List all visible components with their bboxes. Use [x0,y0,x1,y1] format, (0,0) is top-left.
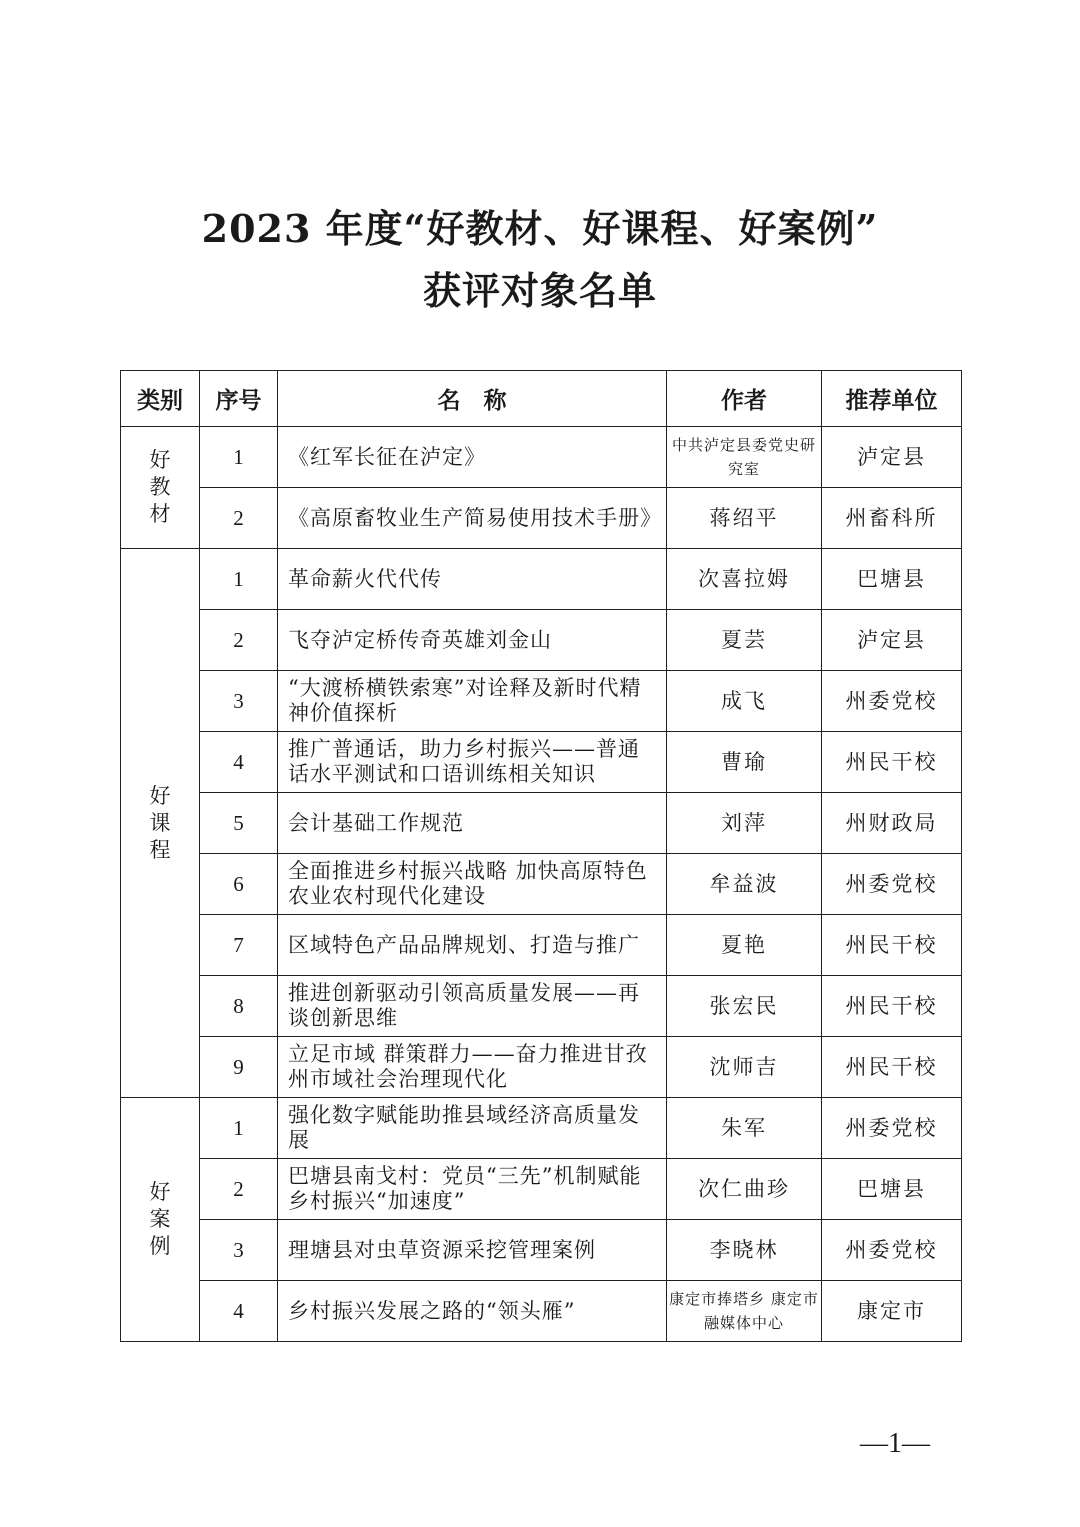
table-row [121,1281,962,1342]
row-number: 3 [200,671,278,732]
row-number: 2 [200,1159,278,1220]
row-author: 夏芸 [667,610,822,671]
row-number: 2 [200,610,278,671]
category-char: 程 [149,837,171,862]
row-name: 乡村振兴发展之路的“领头雁” [278,1281,667,1342]
row-unit: 州民干校 [822,915,962,976]
header-number: 序号 [200,371,278,427]
row-name: 飞夺泸定桥传奇英雄刘金山 [278,610,667,671]
row-author: 次喜拉姆 [667,549,822,610]
row-number: 2 [200,488,278,549]
table-row [121,854,962,915]
table-row [121,793,962,854]
row-author: 康定市捧塔乡 康定市融媒体中心 [667,1281,822,1342]
row-unit: 巴塘县 [822,549,962,610]
awardee-table [120,370,962,1342]
category-char: 课 [149,810,171,835]
category-cell [121,549,200,1098]
table-row [121,1159,962,1220]
row-name: 推广普通话，助力乡村振兴——普通话水平测试和口语训练相关知识 [278,732,667,793]
row-name: 《红军长征在泸定》 [278,427,667,488]
row-unit: 州委党校 [822,671,962,732]
table-row [121,976,962,1037]
row-name: 理塘县对虫草资源采挖管理案例 [278,1220,667,1281]
table-row [121,671,962,732]
page-number: —1— [860,1428,930,1459]
row-author: 蒋绍平 [667,488,822,549]
table-row [121,1220,962,1281]
row-unit: 州民干校 [822,1037,962,1098]
row-name: 全面推进乡村振兴战略 加快高原特色农业农村现代化建设 [278,854,667,915]
row-author: 成飞 [667,671,822,732]
row-unit: 州财政局 [822,793,962,854]
row-number: 1 [200,549,278,610]
row-author: 张宏民 [667,976,822,1037]
row-author: 沈师吉 [667,1037,822,1098]
row-name: 会计基础工作规范 [278,793,667,854]
row-unit: 康定市 [822,1281,962,1342]
row-number: 8 [200,976,278,1037]
category-cell [121,1098,200,1342]
row-number: 6 [200,854,278,915]
table-row [121,488,962,549]
table-row [121,1098,962,1159]
category-cell [121,427,200,549]
document-title [0,198,1080,322]
row-author: 中共泸定县委党史研究室 [667,427,822,488]
row-unit: 泸定县 [822,610,962,671]
row-number: 1 [200,1098,278,1159]
category-char: 例 [149,1234,171,1258]
row-unit: 州委党校 [822,1220,962,1281]
category-char: 好 [149,1180,171,1204]
row-unit: 州畜科所 [822,488,962,549]
row-author: 曹瑜 [667,732,822,793]
row-unit: 州委党校 [822,1098,962,1159]
header-unit: 推荐单位 [822,371,962,427]
row-author: 朱军 [667,1098,822,1159]
row-unit: 州民干校 [822,976,962,1037]
row-name: 强化数字赋能助推县域经济高质量发展 [278,1098,667,1159]
header-category: 类别 [121,371,200,427]
category-char: 案 [149,1207,171,1231]
row-unit: 州委党校 [822,854,962,915]
row-name: 立足市域 群策群力——奋力推进甘孜州市域社会治理现代化 [278,1037,667,1098]
table-row [121,427,962,488]
row-name: 《高原畜牧业生产简易使用技术手册》 [278,488,667,549]
row-author: 夏艳 [667,915,822,976]
header-name: 名 称 [278,371,667,427]
table-row [121,610,962,671]
category-char: 好 [149,783,171,808]
table-row [121,732,962,793]
table-body [121,427,962,1342]
row-number: 4 [200,1281,278,1342]
row-name: 革命薪火代代传 [278,549,667,610]
row-unit: 州民干校 [822,732,962,793]
row-number: 3 [200,1220,278,1281]
category-char: 教 [149,475,171,499]
row-unit: 巴塘县 [822,1159,962,1220]
row-author: 李晓林 [667,1220,822,1281]
row-author: 牟益波 [667,854,822,915]
title-line-2: 获评对象名单 [422,268,657,313]
row-name: 推进创新驱动引领高质量发展——再谈创新思维 [278,976,667,1037]
row-name: 区域特色产品品牌规划、打造与推广 [278,915,667,976]
category-char: 好 [149,448,171,472]
row-number: 7 [200,915,278,976]
table-row [121,915,962,976]
row-number: 9 [200,1037,278,1098]
header-author: 作者 [667,371,822,427]
row-author: 刘萍 [667,793,822,854]
row-number: 4 [200,732,278,793]
title-line-1: 2023 年度“好教材、好课程、好案例” [201,206,879,251]
table-row [121,549,962,610]
row-unit: 泸定县 [822,427,962,488]
row-number: 5 [200,793,278,854]
row-author: 次仁曲珍 [667,1159,822,1220]
row-name: 巴塘县南戈村：党员“三先”机制赋能乡村振兴“加速度” [278,1159,667,1220]
category-char: 材 [149,502,171,526]
table-row [121,1037,962,1098]
table-header-row [121,371,962,427]
row-name: “大渡桥横铁索寒”对诠释及新时代精神价值探析 [278,671,667,732]
row-number: 1 [200,427,278,488]
